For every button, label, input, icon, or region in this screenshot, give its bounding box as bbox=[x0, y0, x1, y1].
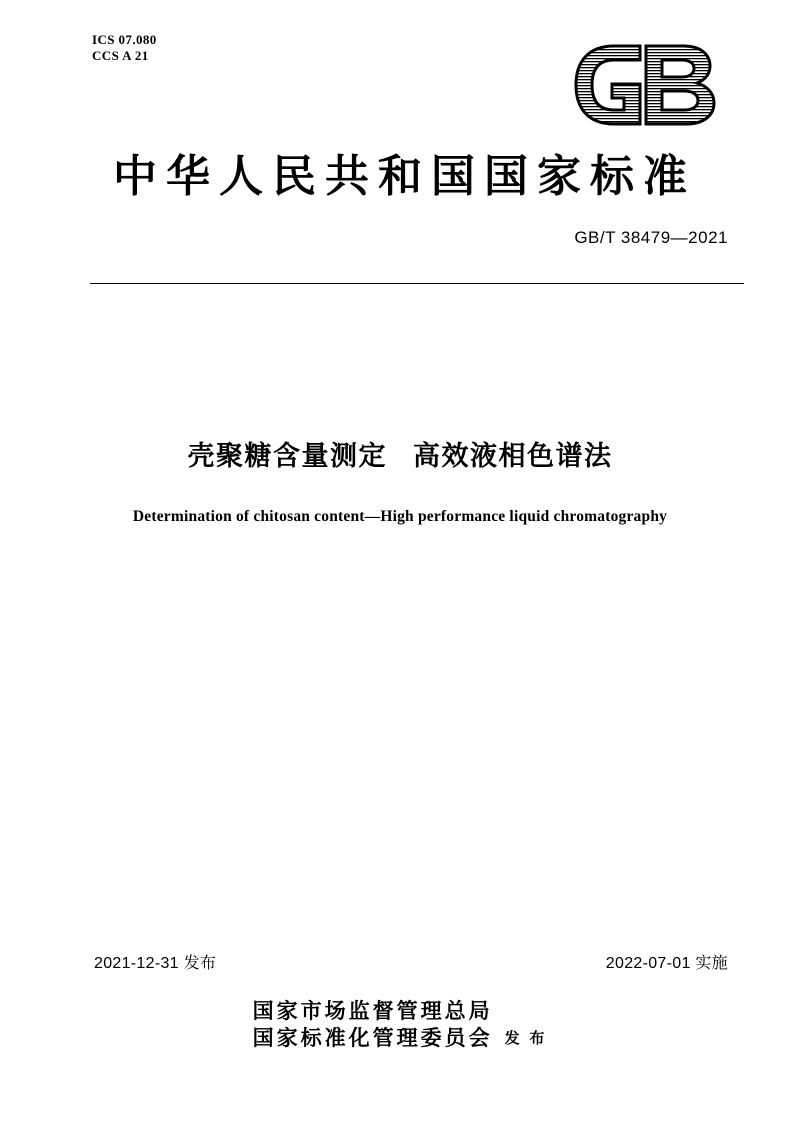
document-title-cn-part1: 壳聚糖含量测定 bbox=[187, 441, 387, 471]
issuer-line-2: 国家标准化管理委员会 bbox=[252, 1026, 493, 1050]
header-divider bbox=[90, 283, 744, 284]
effective-date: 2022-07-01 实施 bbox=[605, 955, 728, 972]
ics-code: ICS 07.080 bbox=[92, 32, 157, 47]
standard-number: GB/T 38479—2021 bbox=[574, 228, 728, 247]
document-title-cn-part2: 高效液相色谱法 bbox=[413, 441, 613, 471]
classification-codes bbox=[92, 32, 157, 64]
issue-date: 2021-12-31 发布 bbox=[94, 955, 217, 972]
publish-label: 发 布 bbox=[504, 1031, 548, 1047]
document-title-cn bbox=[0, 434, 800, 473]
issuing-authorities bbox=[0, 998, 800, 1052]
authority-title: 中华人民共和国国家标准 bbox=[113, 152, 696, 201]
issuer-line-1: 国家市场监督管理总局 bbox=[252, 999, 493, 1023]
ccs-code: CCS A 21 bbox=[92, 48, 149, 63]
issuer-names bbox=[253, 998, 493, 1052]
gb-logo-icon bbox=[566, 40, 726, 130]
document-title-en: Determination of chitosan content—High performance liquid chromatography bbox=[132, 508, 668, 525]
